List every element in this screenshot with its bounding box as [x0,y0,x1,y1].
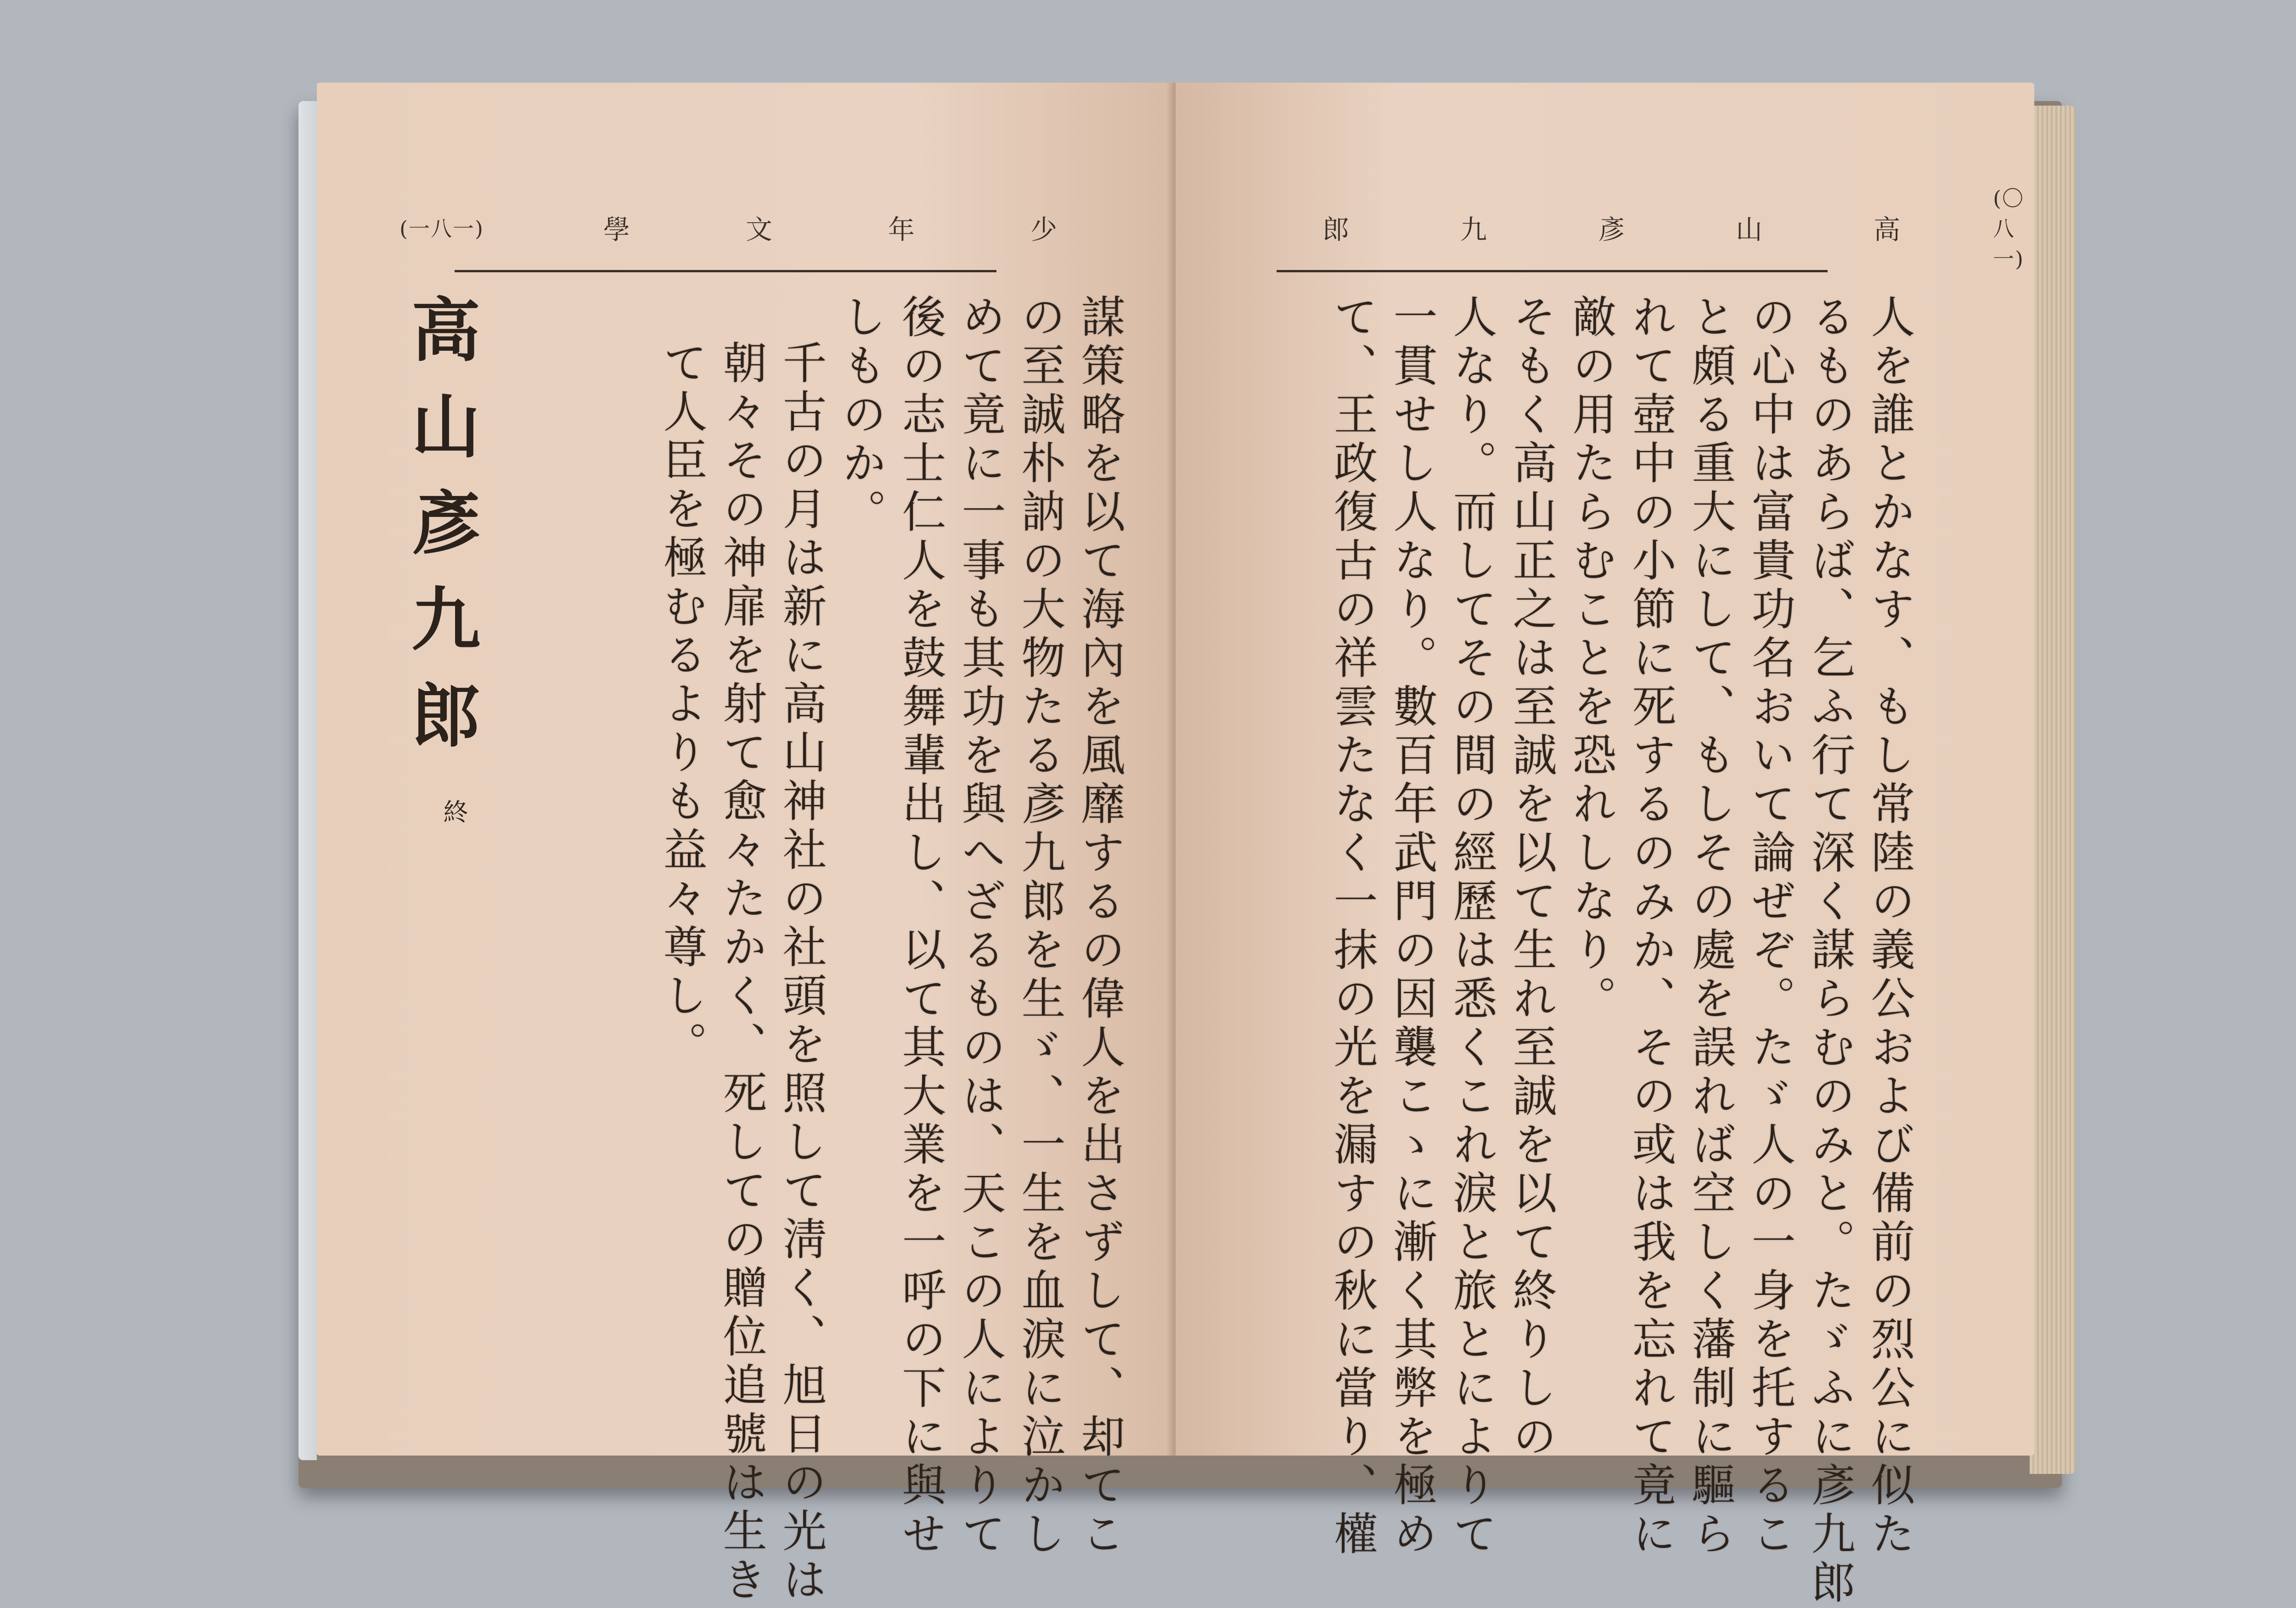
right-text-column-4: と頗る重大にして、もしその處を誤れば空しく藩制に驅ら [1685,294,1736,1559]
right-page-edges [2030,106,2076,1474]
right-text-column-6: 敵の用たらむことを恐れしなり。 [1565,294,1617,1024]
left-page-edges [298,101,317,1460]
right-text-column-8: 人なり。而してその間の經歷は悉くこれ淚と旅とによりて [1446,294,1497,1559]
right-head-char-2: 山 [1736,214,1764,245]
left-head-char-2: 年 [888,214,916,245]
left-text-column-8: て人臣を極むるよりも益々尊し。 [656,340,708,1070]
left-text-column-2: の至誠朴訥の大物たる彥九郎を生ゞ、一生を血淚に泣かし [1014,294,1066,1559]
right-text-column-10: て、王政復古の祥雲たなく一抹の光を漏すの秋に當り、權 [1327,294,1378,1559]
right-running-head [1322,186,2025,271]
right-text-column-3: の心中は富貴功名おいて論ぜぞ。たゞ人の一身を托するこ [1745,294,1796,1559]
left-head-char-4: 學 [603,214,631,245]
end-mark: 終 [439,799,468,824]
left-text-column-5: しものか。 [835,294,887,537]
left-running-head [400,207,1134,248]
right-text-column-9: 一貫せし人なり。數百年武門の因襲こゝに漸く其弊を極め [1386,294,1438,1559]
left-head-char-3: 文 [745,214,773,245]
left-text-column-1: 謀策略を以て海內を風靡するの偉人を出さずして、却てこ [1074,294,1125,1559]
right-text-column-5: れて壺中の小節に死するのみか、その或は我を忘れて竟に [1625,294,1677,1559]
left-text-column-4: 後の志士仁人を鼓舞輩出し、以て其大業を一呼の下に與せ [895,294,946,1559]
left-text-column-6: 千古の月は新に高山神社の社頭を照して淸く、旭日の光は [776,340,827,1605]
left-text-column-7: 朝々その神扉を射て愈々たかく、死しての贈位追號は生き [716,340,767,1605]
right-text-column-1: 人を誰とかなす、もし常陸の義公および備前の烈公に似た [1864,294,1915,1559]
right-head-char-5: 郎 [1322,214,1351,245]
right-header-rule [1277,270,1828,272]
right-head-char-3: 彥 [1598,214,1626,245]
left-page-number: (一八一) [400,216,484,241]
open-book [298,83,2071,1608]
right-page-number: (〇八一) [1993,186,2025,271]
left-text-column-3: めて竟に一事も其功を與へざるものは、天この人によりて [955,294,1006,1559]
right-head-char-4: 九 [1460,214,1488,245]
left-header-rule [455,270,996,272]
right-head-char-1: 高 [1874,214,1902,245]
left-head-char-1: 少 [1030,214,1058,245]
chapter-title: 高山彥九郎 [400,294,480,776]
right-text-column-2: るものあらば、乞ふ行て深く謀らむのみと。たゞふに彥九郎 [1804,294,1856,1608]
right-page [1176,83,2034,1608]
left-page [317,83,1176,1605]
right-text-column-7: そもく高山正之は至誠を以て生れ至誠を以て終りしの [1506,294,1557,1462]
